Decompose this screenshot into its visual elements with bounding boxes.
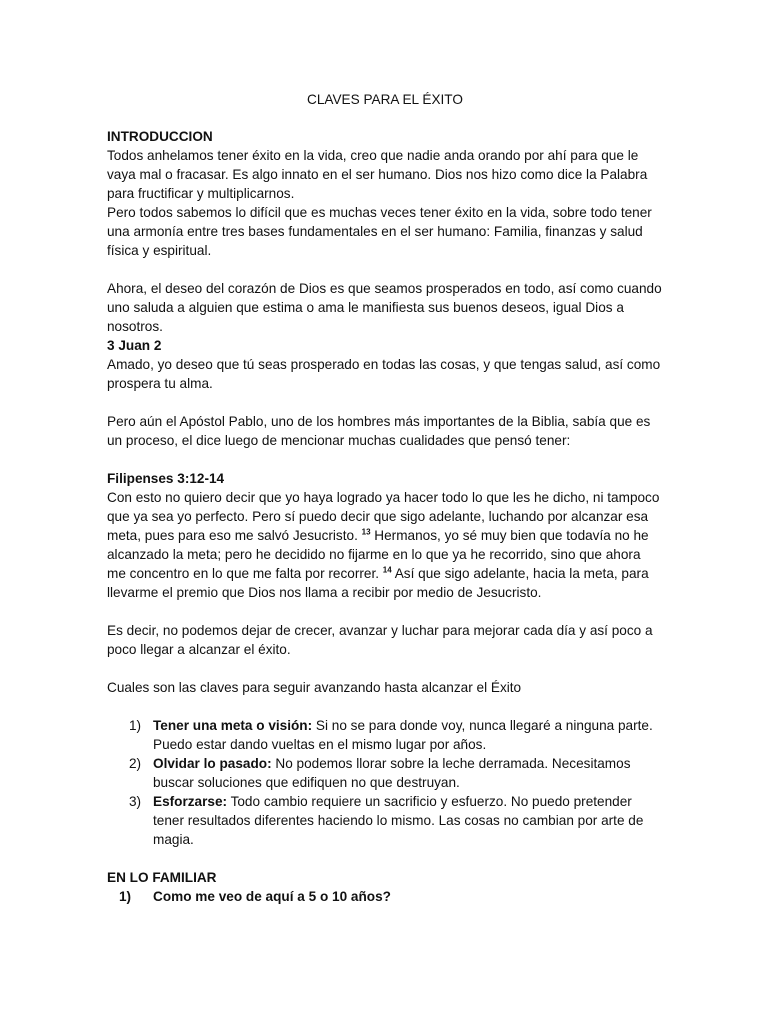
key-label: Olvidar lo pasado:	[153, 756, 272, 771]
list-number: 1)	[119, 889, 132, 904]
intro-heading: INTRODUCCION	[107, 129, 213, 144]
document-title: CLAVES PARA EL ÉXITO	[307, 92, 463, 107]
list-number: 1)	[129, 718, 142, 733]
list-number: 3)	[129, 794, 142, 809]
filipenses-verse	[107, 488, 663, 602]
list-item	[107, 716, 663, 754]
key-label: Tener una meta o visión:	[153, 718, 313, 733]
verse-number-14: 14	[382, 565, 392, 575]
key-text: No podemos llorar sobre la leche derramada. Necesitamos buscar soluciones que edifiquen no que destruyan.	[153, 756, 631, 790]
intro-paragraph-2: Pero todos sabemos lo difícil que es muchas veces tener éxito en la vida, sobre todo tener una armonía entre tres bases fundamentales en el ser humano: Familia, finanzas y salud física y espiritual.	[107, 205, 652, 258]
familiar-question-1	[107, 887, 663, 906]
familiar-heading: EN LO FAMILIAR	[107, 870, 217, 885]
conclusion-paragraph: Es decir, no podemos dejar de crecer, avanzar y luchar para mejorar cada día y así poco a poco llegar a alcanzar el éxito.	[107, 623, 653, 657]
list-number: 2)	[129, 756, 142, 771]
key-text: Si no se para donde voy, nunca llegaré a ninguna parte. Puedo estar dando vueltas en el mismo lugar por años.	[153, 718, 653, 752]
pablo-paragraph: Pero aún el Apóstol Pablo, uno de los hombres más importantes de la Biblia, sabía que es un proceso, el dice luego de mencionar muchas cualidades que pensó tener:	[107, 414, 651, 448]
list-item	[107, 792, 663, 849]
filipenses-part-2: Hermanos, yo sé muy bien que todavía no he alcanzado la meta; pero he decidido no fijarme en lo que ya he recorrido, sino que ahora me concentro en lo que me falta por recorrer.	[107, 528, 649, 581]
verse-number-13: 13	[361, 527, 371, 537]
keys-list	[107, 716, 663, 849]
filipenses-part-1: Con esto no quiero decir que yo haya logrado ya hacer todo lo que les he dicho, ni tampoco que ya sea yo perfecto. Pero sí puedo decir que sigo adelante, luchando por alcanzar esa meta, pues para eso me salvó Jesucristo.	[107, 490, 660, 543]
juan-verse: Amado, yo deseo que tú seas prosperado en todas las cosas, y que tengas salud, así como prospera tu alma.	[107, 357, 661, 391]
list-item	[107, 754, 663, 792]
juan-reference: 3 Juan 2	[107, 338, 162, 353]
key-label: Esforzarse:	[153, 794, 228, 809]
keys-intro: Cuales son las claves para seguir avanzando hasta alcanzar el Éxito	[107, 680, 522, 695]
key-text: Todo cambio requiere un sacrificio y esfuerzo. No puedo pretender tener resultados diferentes haciendo lo mismo. Las cosas no cambian por arte de magia.	[153, 794, 644, 847]
filipenses-part-3: Así que sigo adelante, hacia la meta, para llevarme el premio que Dios nos llama a recibir por medio de Jesucristo.	[107, 566, 649, 600]
question-text: Como me veo de aquí a 5 o 10 años?	[153, 889, 391, 904]
filipenses-reference: Filipenses 3:12-14	[107, 471, 225, 486]
intro-paragraph-3: Ahora, el deseo del corazón de Dios es que seamos prosperados en todo, así como cuando uno saluda a alguien que estima o ama le manifiesta sus buenos deseos, igual Dios a nosotros.	[107, 281, 662, 334]
intro-paragraph-1: Todos anhelamos tener éxito en la vida, creo que nadie anda orando por ahí para que le vaya mal o fracasar. Es algo innato en el ser humano. Dios nos hizo como dice la Palabra para fructificar y multiplicarnos.	[107, 148, 648, 201]
